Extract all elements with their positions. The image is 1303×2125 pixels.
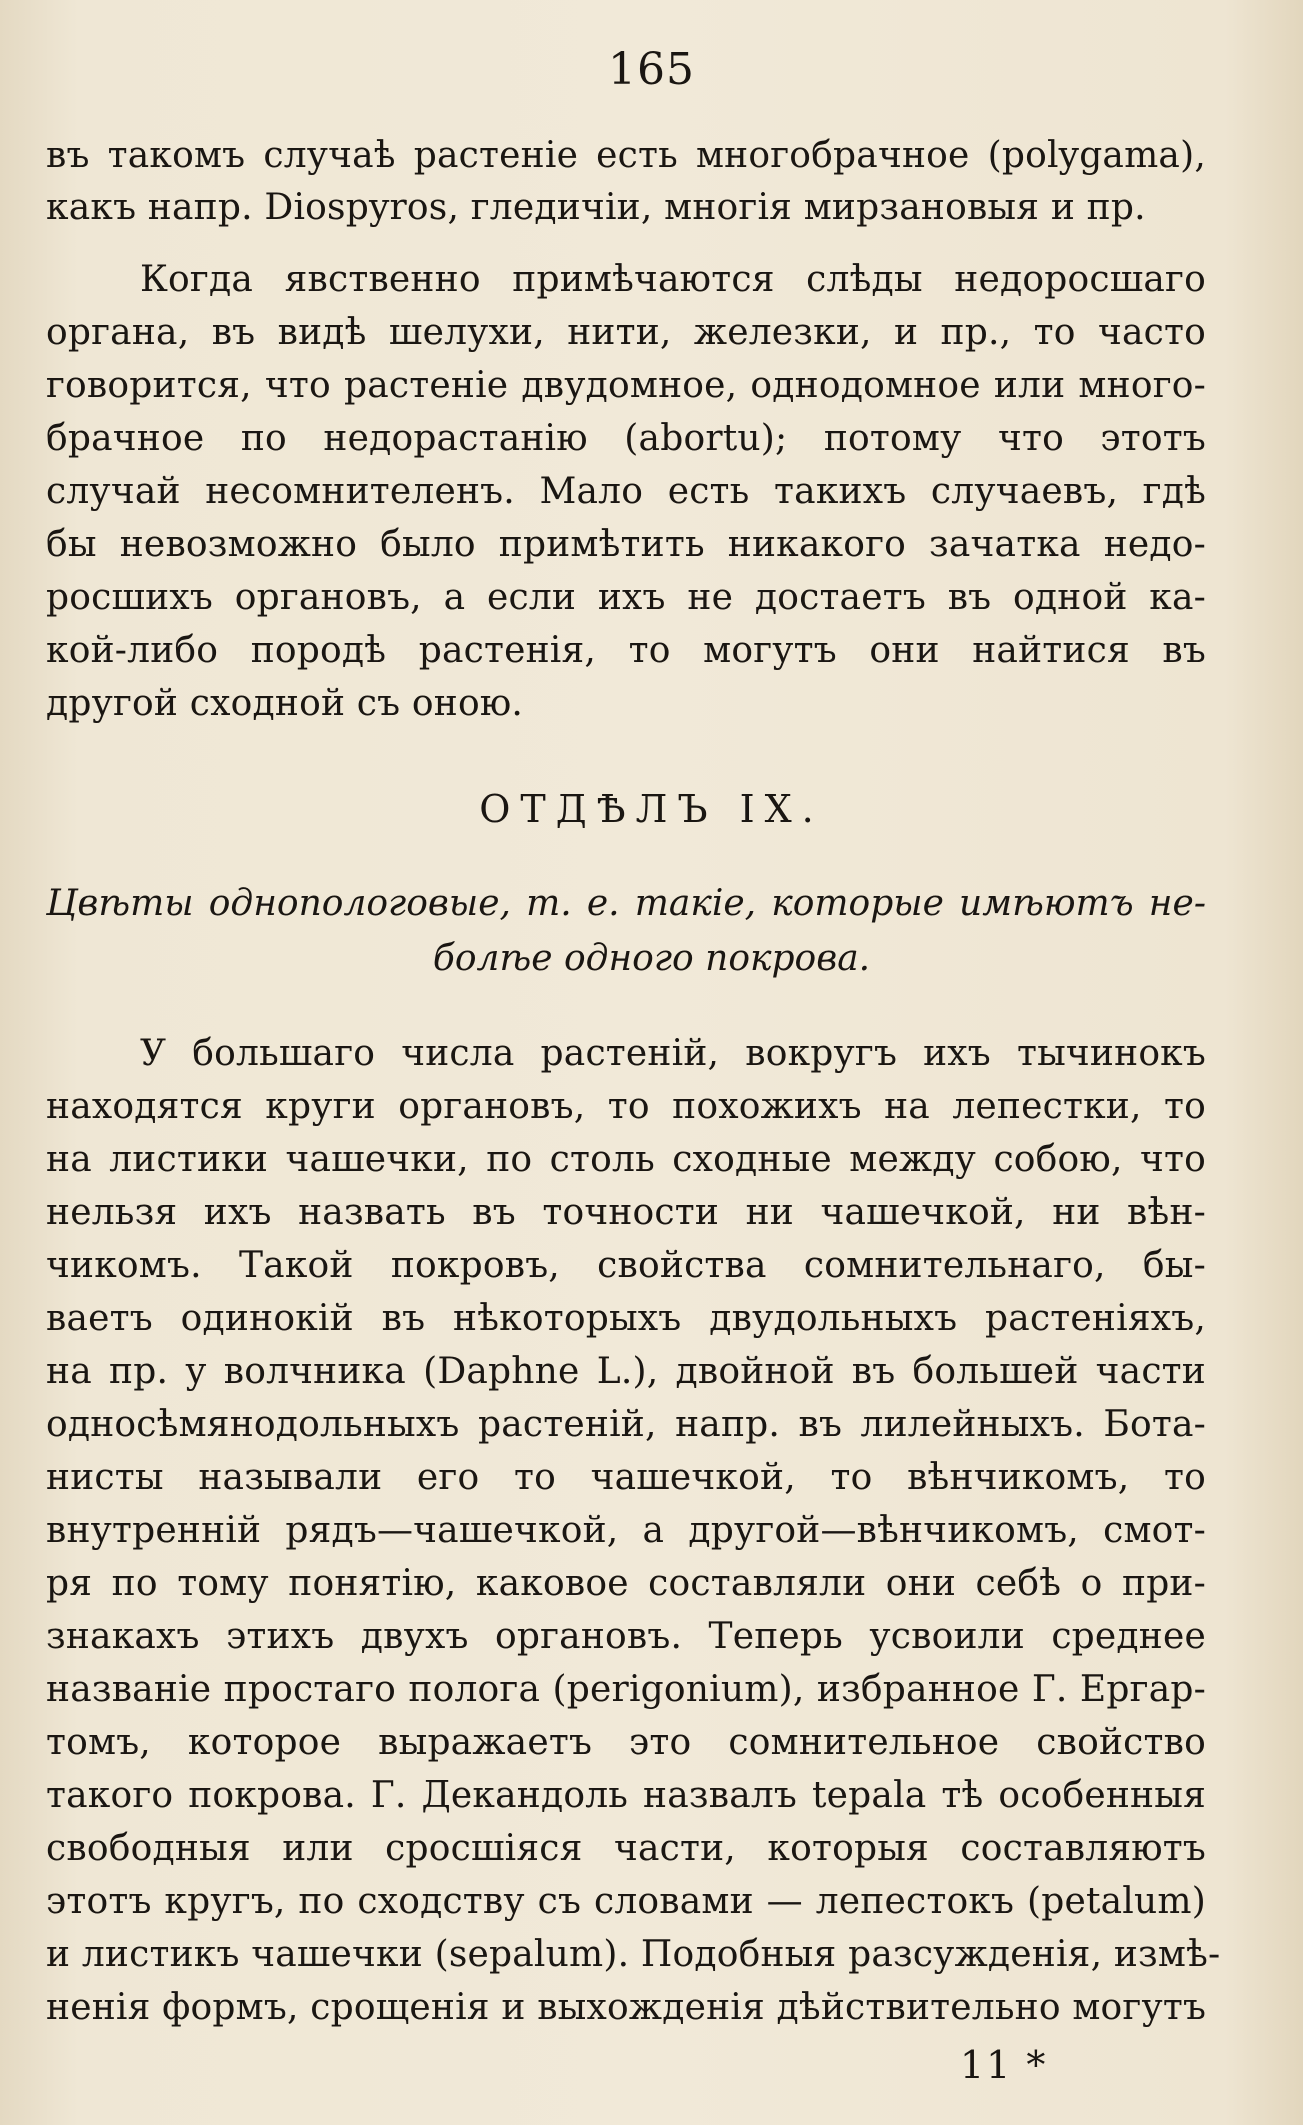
text-line: говорится, что растеніе двудомное, однодомное или много- xyxy=(46,365,1206,406)
text-line: нельзя ихъ назвать въ точности ни чашечкой, ни вѣн- xyxy=(46,1192,1206,1233)
text-line: ря по тому понятію, каковое составляли они себѣ о при- xyxy=(46,1563,1206,1604)
section-subtitle: болѣе одного покрова. xyxy=(432,938,871,979)
text-line: органа, въ видѣ шелухи, нити, железки, и пр., то часто xyxy=(46,312,1206,353)
text-line: У большаго числа растеній, вокругъ ихъ тычинокъ xyxy=(140,1033,1206,1074)
text-line: кой-либо породѣ растенія, то могутъ они найтися въ xyxy=(46,630,1206,671)
page-number: 165 xyxy=(608,44,695,95)
signature-mark: 11 * xyxy=(960,2043,1048,2087)
text-line: какъ напр. Diospyros, гледичіи, многія мирзановыя и пр. xyxy=(46,187,1146,228)
text-line: на листики чашечки, по столь сходные между собою, что xyxy=(46,1139,1206,1180)
text-line: односѣмянодольныхъ растеній, напр. въ лилейныхъ. Бота- xyxy=(46,1404,1206,1445)
text-line: и листикъ чашечки (sepalum). Подобныя разсужденія, измѣ- xyxy=(46,1934,1221,1975)
section-heading: ОТДѢЛЪ IX. xyxy=(479,787,824,831)
text-line: названіе простаго полога (perigonium), избранное Г. Ергар- xyxy=(46,1669,1206,1710)
text-line: нисты называли его то чашечкой, то вѣнчикомъ, то xyxy=(46,1457,1206,1498)
section-subtitle: Цвѣты однопологовые, т. е. такіе, которые имѣютъ не- xyxy=(46,883,1206,924)
text-line: бы невозможно было примѣтить никакого зачатка недо- xyxy=(46,524,1206,565)
text-line: такого покрова. Г. Декандоль назвалъ tepala тѣ особенныя xyxy=(46,1775,1206,1816)
text-line: находятся круги органовъ, то похожихъ на лепестки, то xyxy=(46,1086,1206,1127)
text-line: внутренній рядъ—чашечкой, а другой—вѣнчикомъ, смот- xyxy=(46,1510,1206,1551)
text-line: брачное по недорастанію (abortu); потому что этотъ xyxy=(46,418,1206,459)
text-line: томъ, которое выражаетъ это сомнительное свойство xyxy=(46,1722,1206,1763)
text-line: въ такомъ случаѣ растеніе есть многобрачное (polygama), xyxy=(46,135,1206,176)
text-line: случай несомнителенъ. Мало есть такихъ случаевъ, гдѣ xyxy=(46,471,1206,512)
text-line: Когда явственно примѣчаются слѣды недоросшаго xyxy=(140,259,1206,300)
text-line: чикомъ. Такой покровъ, свойства сомнительнаго, бы- xyxy=(46,1245,1206,1286)
text-line: на пр. у волчника (Daphne L.), двойной въ большей части xyxy=(46,1351,1206,1392)
text-line: другой сходной съ оною. xyxy=(46,683,524,724)
text-line: ненія формъ, срощенія и выхожденія дѣйствительно могутъ xyxy=(46,1987,1207,2028)
text-line: ваетъ одинокій въ нѣкоторыхъ двудольныхъ растеніяхъ, xyxy=(46,1298,1206,1339)
text-line: свободныя или сросшіяся части, которыя составляютъ xyxy=(46,1828,1206,1869)
text-line: этотъ кругъ, по сходству съ словами — лепестокъ (petalum) xyxy=(46,1881,1206,1922)
text-line: росшихъ органовъ, а если ихъ не достаетъ въ одной ка- xyxy=(46,577,1206,618)
text-line: знакахъ этихъ двухъ органовъ. Теперь усвоили среднее xyxy=(46,1616,1206,1657)
